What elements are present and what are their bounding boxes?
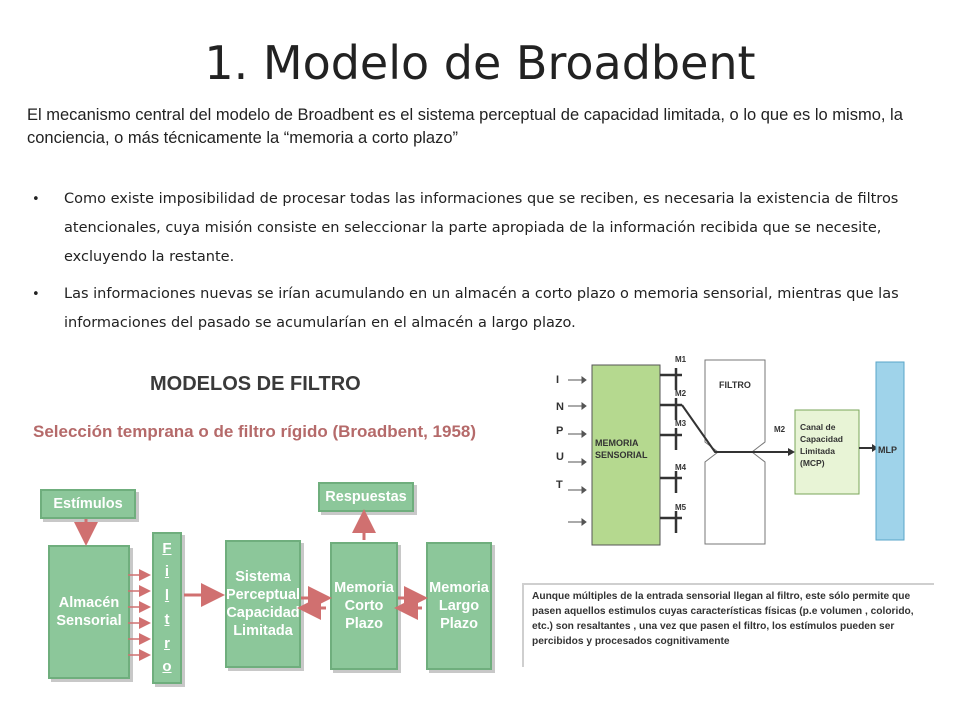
bullet-list xyxy=(30,185,920,346)
svg-text:M2: M2 xyxy=(675,389,687,398)
filter-models-title: MODELOS DE FILTRO xyxy=(150,373,361,395)
right-diagram-caption: Aunque múltiples de la entrada sensorial llegan al filtro, este sólo permite que pasen aquellos estimulos cuyas características físicas (p.e volumen , colorido, etc.) son resaltantes , una vez que pasen el filtro, los estímulos pueden ser percibidos y procesados cognitivamente xyxy=(522,583,934,667)
bullet-text: Las informaciones nuevas se irían acumulando en un almacén a corto plazo o memoria sensorial, mientras que las informaciones del pasado se acumularían en el almacén a largo plazo. xyxy=(64,286,899,331)
filter-models-subtitle: Selección temprana o de filtro rígido (Broadbent, 1958) xyxy=(33,422,477,441)
bullet-text: Como existe imposibilidad de procesar todas las informaciones que se reciben, es necesaria la existencia de filtros atencionales, cuya misión consiste en seleccionar la parte apropiada de la información recibida que se necesite, excluyendo la restante. xyxy=(64,191,899,265)
bullet-item xyxy=(30,185,920,272)
input-letters xyxy=(556,374,564,491)
filtro-letter: F xyxy=(162,539,172,557)
svg-text:Canal de: Canal de xyxy=(800,422,836,432)
input-letter: N xyxy=(556,401,564,413)
bullet-dot: • xyxy=(32,192,40,207)
intro-paragraph: El mecanismo central del modelo de Broadbent es el sistema perceptual de capacidad limitada, o lo que es lo mismo, la conciencia, o más técnicamente la “memoria a corto plazo” xyxy=(27,106,903,147)
svg-text:M3: M3 xyxy=(675,419,687,428)
filtro-letter: i xyxy=(164,563,170,581)
filtro-letter: t xyxy=(164,610,170,628)
filtro-letter: o xyxy=(162,658,172,676)
input-letter: T xyxy=(556,479,563,491)
svg-text:M4: M4 xyxy=(675,463,687,472)
memoria-largo-plazo-box: Memoria Largo Plazo xyxy=(426,542,492,670)
filtro-letter: l xyxy=(164,587,170,605)
mlp-label: MLP xyxy=(878,445,897,455)
respuestas-box: Respuestas xyxy=(318,482,414,512)
svg-text:M1: M1 xyxy=(675,355,687,364)
input-letter: U xyxy=(556,451,564,463)
svg-text:M5: M5 xyxy=(675,503,687,512)
sistema-perceptual-box: Sistema Perceptual Capacidad Limitada xyxy=(225,540,301,668)
svg-text:Limitada: Limitada xyxy=(800,446,835,456)
slide-title: 1. Modelo de Broadbent xyxy=(204,36,756,90)
selected-channel-label: M2 xyxy=(774,425,786,434)
input-letter: I xyxy=(556,374,560,386)
almacen-sensorial-box: Almacén Sensorial xyxy=(48,545,130,679)
filtro-label: FILTRO xyxy=(719,380,751,390)
right-diagram xyxy=(520,350,940,582)
filtro-letter: r xyxy=(164,634,170,652)
bullet-dot: • xyxy=(32,287,40,302)
input-letter: P xyxy=(556,425,564,437)
svg-text:Capacidad: Capacidad xyxy=(800,434,843,444)
svg-text:(MCP): (MCP) xyxy=(800,458,825,468)
memoria-sensorial-label: MEMORIA xyxy=(595,438,639,448)
memoria-corto-plazo-box: Memoria Corto Plazo xyxy=(330,542,398,670)
memoria-sensorial-label: SENSORIAL xyxy=(595,450,648,460)
filtro-box xyxy=(152,532,182,684)
estimulos-box: Estímulos xyxy=(40,489,136,519)
bullet-item xyxy=(30,280,920,338)
